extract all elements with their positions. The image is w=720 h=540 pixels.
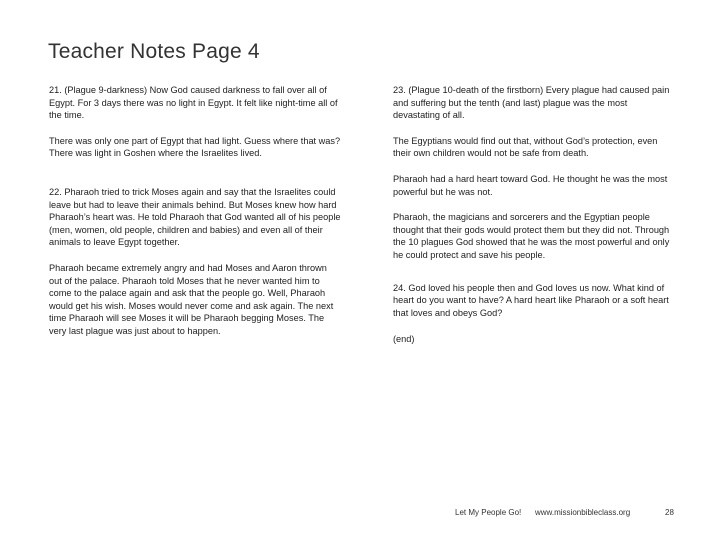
paragraph-plague-9: 21. (Plague 9-darkness) Now God caused darkness to fall over all of Egypt. For 3 days there was no light in Egypt. It felt like night-time all of the time. xyxy=(49,85,338,121)
paragraph-plague-10: 23. (Plague 10-death of the firstborn) Every plague had caused pain and suffering but the tenth (and last) plague was the most devastating of all. xyxy=(393,85,670,121)
page-number: 28 xyxy=(665,508,674,517)
paragraph-question: 24. God loved his people then and God loves us now. What kind of heart do you want to have? A hard heart like Pharaoh or a soft heart that loves and obeys God? xyxy=(393,282,669,318)
paragraph-gods-protection: The Egyptians would find out that, without God’s protection, even their own children would not be safe from death. xyxy=(393,135,658,159)
paragraph-hard-heart: Pharaoh had a hard heart toward God. He thought he was the most powerful but he was not. xyxy=(393,173,668,197)
paragraph-egyptian-gods: Pharaoh, the magicians and sorcerers and the Egyptian people thought that their gods would protect them but they did not. Through the 10 plagues God showed that he was the most powerful and only he could protect and save his people. xyxy=(393,212,670,260)
footer-slogan: Let My People Go! xyxy=(455,508,522,517)
page-title: Teacher Notes Page 4 xyxy=(48,40,260,63)
right-column xyxy=(393,84,673,359)
paragraph-end: (end) xyxy=(393,334,415,345)
paragraph-goshen-light: There was only one part of Egypt that had light. Guess where that was? There was light in Goshen where the Israelites lived. xyxy=(49,135,341,159)
paragraph-pharaoh-trick: 22. Pharaoh tried to trick Moses again and say that the Israelites could leave but had to leave their animals behind. But Moses knew how hard Pharaoh’s heart was. He told Pharaoh that God wanted all of his people (men, women, old people, children and babies) and even all of their animals to leave Egypt together. xyxy=(49,186,341,248)
paragraph-pharaoh-angry: Pharaoh became extremely angry and had Moses and Aaron thrown out of the palace. Pharaoh told Moses that he never wanted him to come to the palace again and ask that the people go. Well, Pharaoh would get his wish. Moses would never come and ask again. The next time Pharaoh will see Moses it will be Pharaoh begging Moses. The very last plague was just about to happen. xyxy=(49,262,334,336)
footer-url[interactable]: www.missionbibleclass.org xyxy=(535,508,631,517)
left-column xyxy=(49,84,341,351)
